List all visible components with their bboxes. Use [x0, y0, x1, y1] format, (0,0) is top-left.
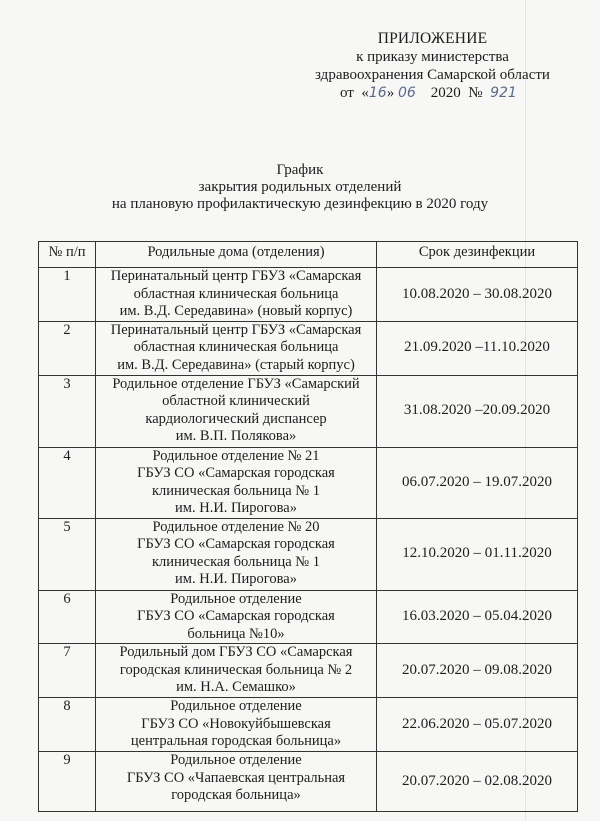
maternity-home-name: [96, 518, 377, 590]
name-line: городская клиническая больница № 2: [119, 661, 353, 678]
table-row: [39, 375, 578, 447]
name-line: Родильное отделение: [170, 590, 302, 607]
name-line: ГБУЗ СО «Самарская городская: [137, 465, 335, 481]
disinfection-period: 06.07.2020 – 19.07.2020: [377, 447, 578, 518]
row-number: 9: [39, 752, 96, 812]
maternity-home-name: [96, 375, 377, 447]
disinfection-period: 16.03.2020 – 05.04.2020: [377, 590, 578, 644]
name-line: им. В.Д. Середавина» (новый корпус): [119, 303, 353, 319]
maternity-home-name: [96, 447, 377, 518]
name-line: им. Н.И. Пирогова»: [175, 571, 297, 587]
name-line: Родильное отделение ГБУЗ «Самарский: [112, 375, 360, 392]
name-line: Родильное отделение: [170, 752, 302, 768]
name-line: клиническая больница № 1: [152, 553, 320, 570]
name-line: областная клиническая больница: [133, 339, 339, 355]
name-line: клиническая больница № 1: [152, 482, 320, 499]
name-line: им. Н.И. Пирогова»: [175, 500, 297, 516]
row-number: 7: [39, 644, 96, 698]
row-number: 6: [39, 590, 96, 644]
name-line: Родильное отделение: [170, 698, 302, 714]
disinfection-schedule-table: [38, 241, 578, 812]
header-disinfection-period: Срок дезинфекции: [377, 242, 578, 268]
name-line: ГБУЗ СО «Новокуйбышевская: [141, 715, 331, 732]
disinfection-period: 10.08.2020 – 30.08.2020: [377, 268, 578, 322]
maternity-home-name: [96, 321, 377, 375]
maternity-home-name: [96, 752, 377, 812]
appendix-block: [300, 30, 565, 102]
maternity-home-name: [96, 644, 377, 698]
name-line: центральная городская больница»: [130, 733, 342, 749]
name-line: кардиологический диспансер: [145, 410, 327, 427]
name-line: больница №10»: [187, 625, 285, 642]
appendix-order-line: к приказу министерства: [356, 49, 509, 65]
disinfection-period: 12.10.2020 – 01.11.2020: [377, 518, 578, 590]
disinfection-period: 22.06.2020 – 05.07.2020: [377, 698, 578, 752]
table-row: [39, 752, 578, 812]
document-heading: [60, 162, 540, 213]
maternity-home-name: [96, 698, 377, 752]
name-line: ГБУЗ СО «Чапаевская центральная: [126, 769, 346, 786]
table-row: [39, 590, 578, 644]
name-line: Перинатальный центр ГБУЗ «Самарская: [110, 321, 362, 338]
handwritten-month: 06: [397, 85, 416, 101]
maternity-home-name: [96, 268, 377, 322]
table-row: [39, 644, 578, 698]
appendix-title: ПРИЛОЖЕНИЕ: [377, 30, 488, 47]
table-row: [39, 447, 578, 518]
date-mid: »: [386, 85, 398, 101]
name-line: ГБУЗ СО «Самарская городская: [137, 608, 335, 624]
table-row: [39, 518, 578, 590]
maternity-home-name: [96, 590, 377, 644]
name-line: им. Н.А. Семашко»: [176, 679, 296, 695]
name-line: Родильный дом ГБУЗ СО «Самарская: [119, 644, 353, 660]
appendix-date-line: [300, 84, 565, 102]
name-line: ГБУЗ СО «Самарская городская: [137, 536, 335, 552]
disinfection-period: 31.08.2020 –20.09.2020: [377, 375, 578, 447]
disinfection-period: 20.07.2020 – 02.08.2020: [377, 752, 578, 812]
header-maternity-homes: Родильные дома (отделения): [96, 242, 377, 268]
heading-subtitle-2: на плановую профилактическую дезинфекцию в 2020 году: [111, 196, 489, 212]
row-number: 1: [39, 268, 96, 322]
heading-title: График: [276, 162, 324, 178]
table-row: [39, 698, 578, 752]
row-number: 8: [39, 698, 96, 752]
disinfection-period: 21.09.2020 –11.10.2020: [377, 321, 578, 375]
name-line: Родильное отделение № 20: [152, 518, 320, 535]
heading-subtitle-1: закрытия родильных отделений: [198, 179, 402, 195]
name-line: областная клиническая больница: [133, 285, 339, 302]
header-number: № п/п: [39, 242, 96, 268]
table-header-row: [39, 242, 578, 268]
table-row: [39, 321, 578, 375]
date-prefix: от «: [340, 85, 369, 101]
row-number: 2: [39, 321, 96, 375]
row-number: 3: [39, 375, 96, 447]
handwritten-order-number: 921: [490, 85, 517, 101]
name-line: городская больница»: [171, 787, 301, 803]
table-row: [39, 268, 578, 322]
row-number: 5: [39, 518, 96, 590]
row-number: 4: [39, 447, 96, 518]
name-line: Перинатальный центр ГБУЗ «Самарская: [110, 268, 362, 284]
name-line: им. В.Д. Середавина» (старый корпус): [117, 356, 355, 373]
handwritten-day: 16: [368, 85, 387, 101]
name-line: им. В.П. Полякова»: [175, 428, 297, 444]
name-line: Родильное отделение № 21: [152, 447, 320, 464]
date-year: 2020 №: [415, 85, 491, 101]
appendix-ministry-line: здравоохранения Самарской области: [315, 67, 550, 83]
name-line: областной клинический: [162, 393, 310, 409]
disinfection-period: 20.07.2020 – 09.08.2020: [377, 644, 578, 698]
